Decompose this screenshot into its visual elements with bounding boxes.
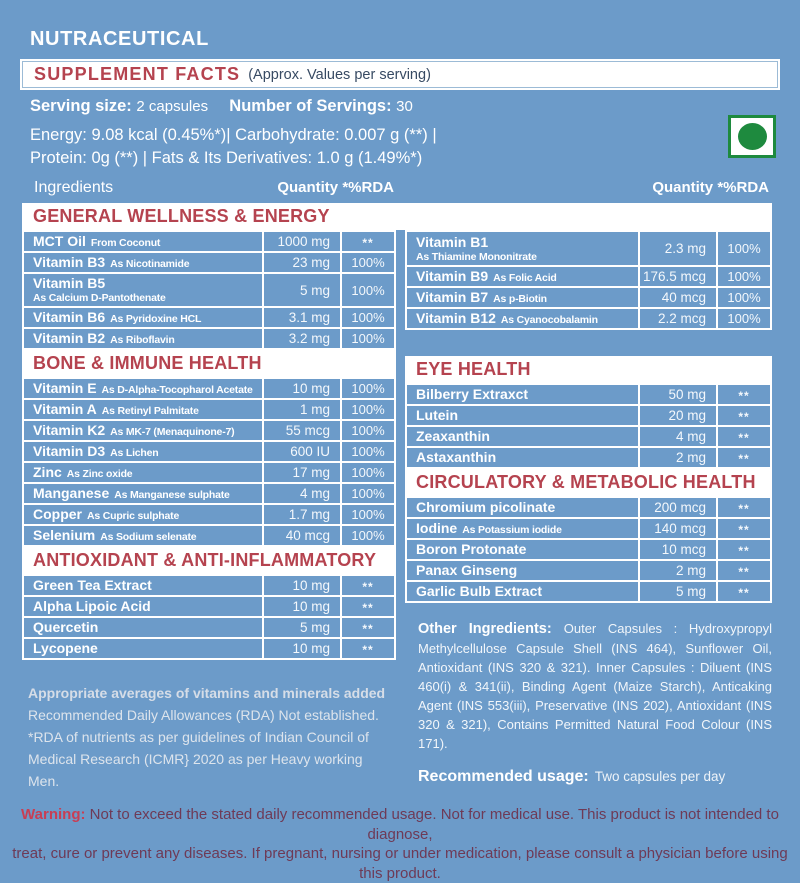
ingredient-name: MCT Oil [33,233,86,249]
ingredient-sub-label: As Manganese sulphate [114,489,230,501]
ingredient-name-cell [407,561,638,580]
ingredient-rda: ** [738,586,750,600]
other-ingredients-label: Other Ingredients: [418,621,564,637]
supplement-label [0,28,800,882]
supplement-facts-title: SUPPLEMENT FACTS [34,64,241,84]
ingredient-sub-label: As Retinyl Palmitate [101,405,199,417]
ingredient-quantity: 10 mg [262,597,342,616]
ingredient-name: Vitamin B7 [416,289,489,305]
vegetarian-dot-icon [738,123,767,150]
ingredient-quantity: 1000 mg [262,232,342,251]
ingredient-name: Zeaxanthin [416,428,490,444]
footnote-line: Appropriate averages of vitamins and minerals added [28,685,386,701]
ingredient-name: Copper [33,506,82,522]
recommended-usage-value: Two capsules per day [594,769,726,784]
ingredient-row [407,404,770,425]
ingredient-name-cell [24,308,262,327]
nutrition-summary [30,124,800,170]
ingredient-row [24,440,394,461]
ingredient-rda: 100% [351,465,385,480]
ingredient-row [24,419,394,440]
ingredient-rda: 100% [351,507,385,522]
ingredient-row [407,498,770,517]
ingredient-name-cell [407,427,638,446]
ingredient-name-cell [24,274,262,306]
ingredient-name: Vitamin B3 [33,254,106,270]
ingredient-row [24,461,394,482]
ingredient-rda: 100% [351,310,385,325]
ingredient-name-cell [407,498,638,517]
ingredient-name-cell [407,309,638,328]
ingredient-name-cell [24,576,262,595]
ingredient-rda: 100% [727,290,761,305]
ingredient-name: Zinc [33,464,62,480]
ingredient-name-cell [24,253,262,272]
nutrition-line-2: Protein: 0g (**) | Fats & Its Derivatives: 1.0 g (1.49%*) [30,149,423,167]
ingredient-row [407,307,770,328]
ingredient-sub-label: As D-Alpha-Tocopharol Acetate [101,384,253,396]
ingredient-rda: ** [362,622,374,636]
ingredient-rda: ** [362,236,374,250]
ingredient-sub-label: As Lichen [110,447,159,459]
ingredient-row [24,232,394,251]
ingredient-row [407,286,770,307]
ingredient-quantity: 200 mcg [638,498,718,517]
ingredient-name-cell [24,421,262,440]
section-header-label: CIRCULATORY & METABOLIC HEALTH [416,472,756,492]
ingredient-quantity: 2 mg [638,561,718,580]
ingredient-quantity: 17 mg [262,463,342,482]
section-header-label: GENERAL WELLNESS & ENERGY [33,206,330,226]
ingredient-quantity: 10 mcg [638,540,718,559]
ingredient-rda: 100% [351,528,385,543]
nutrition-line-1: Energy: 9.08 kcal (0.45%*)| Carbohydrate: 0.007 g (**) | [30,126,437,144]
ingredient-name: Panax Ginseng [416,562,518,578]
section-header-general-wellness [22,203,772,230]
ingredient-rda: 100% [351,282,385,298]
ingredient-name-cell [24,505,262,524]
ingredient-sub-label: As Sodium selenate [100,531,197,543]
ingredient-sub-label: As Nicotinamide [110,258,190,270]
supplement-facts-bar [22,61,778,88]
ingredient-rda: ** [738,565,750,579]
ingredient-rda: 100% [351,402,385,417]
ingredient-name: Vitamin D3 [33,443,106,459]
ingredient-quantity: 2.3 mg [638,232,718,265]
ingredient-row [24,595,394,616]
ingredient-rda: ** [738,452,750,466]
ingredient-quantity: 4 mg [262,484,342,503]
ingredient-row [24,616,394,637]
ingredient-row [24,379,394,398]
ingredient-row [407,580,770,601]
approx-values-note: (Approx. Values per serving) [248,66,431,83]
warning-line-2: treat, cure or prevent any diseases. If pregnant, nursing or under medication, please consult a physician before using this product. [12,845,788,882]
warning-label: Warning: [21,806,86,823]
quantity-rda-header-right: Quantity *%RDA [652,179,769,196]
ingredient-name-cell [407,288,638,307]
ingredient-sub-label: As Calcium D-Pantothenate [33,292,166,304]
ingredients-table [22,377,396,547]
ingredient-quantity: 55 mcg [262,421,342,440]
ingredient-name-cell [24,484,262,503]
ingredient-quantity: 140 mcg [638,519,718,538]
ingredient-row [407,385,770,404]
ingredient-row [24,524,394,545]
ingredient-quantity: 600 IU [262,442,342,461]
section-header-label: ANTIOXIDANT & ANTI-INFLAMMATORY [33,550,377,570]
ingredient-rda: 100% [351,331,385,346]
ingredient-name: Garlic Bulb Extract [416,583,543,599]
warning-text [8,805,792,883]
ingredient-rda: ** [738,410,750,424]
ingredient-name: Alpha Lipoic Acid [33,598,151,614]
ingredient-row [24,637,394,658]
ingredient-row [24,576,394,595]
ingredient-name: Vitamin B9 [416,268,489,284]
ingredient-row [407,265,770,286]
ingredients-table [405,496,772,603]
ingredient-sub-label: As Folic Acid [493,272,557,284]
ingredient-rda: ** [738,502,750,516]
ingredient-rda: 100% [351,255,385,270]
ingredient-name-cell [407,540,638,559]
ingredient-name: Lycopene [33,640,98,656]
left-column [22,230,396,792]
ingredient-name: Vitamin B2 [33,330,106,346]
ingredient-sub-label: As Zinc oxide [66,468,133,480]
ingredient-name-cell [24,329,262,348]
ingredient-name-cell [407,385,638,404]
ingredient-name: Vitamin K2 [33,422,106,438]
ingredient-name: Selenium [33,527,96,543]
ingredient-quantity: 2.2 mcg [638,309,718,328]
spacer [405,330,772,356]
section-header [22,350,396,377]
ingredient-name-cell [24,442,262,461]
ingredient-rda: 100% [727,311,761,326]
ingredient-quantity: 4 mg [638,427,718,446]
warning-line-1: Not to exceed the stated daily recommended usage. Not for medical use. This product is not intended to diagnose, [89,806,779,843]
ingredient-rda: 100% [727,241,761,256]
ingredients-table [22,230,396,350]
servings-count-value: 30 [396,98,413,115]
ingredient-name-cell [407,267,638,286]
ingredient-name: Chromium picolinate [416,499,556,515]
section-header-label: BONE & IMMUNE HEALTH [33,353,262,373]
ingredients-table [405,383,772,469]
ingredient-row [407,538,770,559]
ingredient-quantity: 176.5 mcg [638,267,718,286]
section-header [22,547,396,574]
other-ingredients: Other Ingredients: Outer Capsules : Hydroxypropyl Methylcellulose Capsule Shell (INS 464), Sunflower Oil, Antioxidant (INS 320 & 321). Inner Capsules : Diluent (INS 460(i) & 341(ii), Binding Agent (Maize Starch), Anticaking Agent (INS 553(iii), Preservative (INS 202), Antioxidant (INS 320 & 321), Contains Permitted Natural Food Colour (INS 171). [418,621,772,751]
ingredient-row [407,517,770,538]
section-header [405,469,772,496]
ingredient-name: Green Tea Extract [33,577,152,593]
ingredient-name-cell [407,582,638,601]
ingredients-columns [22,230,772,792]
ingredient-row [24,306,394,327]
ingredient-name: Vitamin A [33,401,97,417]
ingredient-row [24,327,394,348]
ingredients-table [22,574,396,660]
footnote-line: Recommended Daily Allowances (RDA) Not established. [28,707,379,723]
ingredient-quantity: 2 mg [638,448,718,467]
ingredient-rda: ** [738,523,750,537]
ingredient-quantity: 1.7 mg [262,505,342,524]
ingredient-sub-label: As Cupric sulphate [87,510,180,522]
ingredient-row [24,482,394,503]
ingredient-name-cell [24,463,262,482]
rda-footnotes [22,682,396,792]
ingredient-quantity: 40 mcg [262,526,342,545]
ingredient-sub-label: As p-Biotin [493,293,547,305]
recommended-usage-label: Recommended usage: [418,768,589,785]
page-title: NUTRACEUTICAL [30,28,209,50]
footnote-line: *RDA of nutrients as per guidelines of Indian Council of [28,729,369,745]
footnote-line: Medical Research (ICMR} 2020 as per Heavy working Men. [28,751,363,789]
right-column [405,230,772,786]
ingredient-row [24,272,394,306]
servings-count-label: Number of Servings: [229,97,392,115]
ingredient-rda: 100% [351,423,385,438]
ingredient-name: Manganese [33,485,110,501]
ingredient-name: Bilberry Extraxct [416,386,529,402]
ingredient-name-cell [407,406,638,425]
ingredients-header: Ingredients [34,179,114,196]
recommended-usage [405,768,772,786]
ingredient-rda: ** [362,601,374,615]
ingredient-name: Vitamin B12 [416,310,496,326]
ingredient-rda: ** [362,643,374,657]
ingredient-quantity: 50 mg [638,385,718,404]
ingredients-table [405,230,772,330]
ingredient-quantity: 3.1 mg [262,308,342,327]
ingredient-row [407,425,770,446]
ingredient-name-cell [24,597,262,616]
ingredient-name-cell [24,400,262,419]
section-header-label: EYE HEALTH [416,359,531,379]
ingredient-quantity: 20 mg [638,406,718,425]
section-header [405,356,772,383]
ingredient-row [24,398,394,419]
ingredient-name-cell [407,232,638,265]
ingredient-quantity: 10 mg [262,379,342,398]
ingredient-name: Vitamin B6 [33,309,106,325]
ingredient-quantity: 10 mg [262,576,342,595]
table-column-headers [0,179,800,198]
ingredient-quantity: 5 mg [262,618,342,637]
ingredient-rda: ** [738,431,750,445]
ingredient-quantity: 5 mg [638,582,718,601]
ingredient-sub-label: As Cyanocobalamin [500,314,598,326]
ingredient-name: Lutein [416,407,458,423]
ingredient-name-cell [407,448,638,467]
ingredient-row [407,446,770,467]
ingredient-sub-label: As Thiamine Mononitrate [416,250,537,263]
ingredient-quantity: 10 mg [262,639,342,658]
ingredient-row [24,503,394,524]
ingredient-name: Vitamin E [33,380,97,396]
ingredient-sub-label: From Coconut [90,237,161,249]
ingredient-name-cell [24,639,262,658]
ingredient-name: Boron Protonate [416,541,527,557]
ingredient-row [407,559,770,580]
ingredient-name-cell [24,526,262,545]
quantity-rda-header-left: Quantity *%RDA [277,179,394,196]
ingredient-name: Vitamin B1 [416,233,489,250]
ingredient-name: Vitamin B5 [33,275,106,291]
serving-size-value: 2 capsules [136,98,209,115]
ingredient-sub-label: As Pyridoxine HCL [110,313,202,325]
ingredient-rda: 100% [351,486,385,501]
ingredient-sub-label: As MK-7 (Menaquinone-7) [110,426,235,438]
ingredient-rda: ** [738,544,750,558]
ingredient-sub-label: As Riboflavin [110,334,175,346]
ingredient-name-cell [24,618,262,637]
ingredient-row [407,232,770,265]
serving-size-label: Serving size: [30,97,132,115]
ingredient-quantity: 40 mcg [638,288,718,307]
ingredient-quantity: 5 mg [262,274,342,306]
ingredient-rda: 100% [351,444,385,459]
ingredient-name: Astaxanthin [416,449,497,465]
ingredient-quantity: 3.2 mg [262,329,342,348]
ingredient-rda: ** [738,389,750,403]
ingredient-rda: ** [362,580,374,594]
ingredient-name: Iodine [416,520,458,536]
ingredient-name-cell [24,379,262,398]
ingredient-name-cell [407,519,638,538]
ingredient-quantity: 1 mg [262,400,342,419]
serving-info [30,97,800,116]
vegetarian-mark [728,115,776,158]
ingredient-name-cell [24,232,262,251]
ingredient-row [24,251,394,272]
ingredient-name: Quercetin [33,619,99,635]
ingredient-quantity: 23 mg [262,253,342,272]
ingredient-sub-label: As Potassium iodide [462,524,562,536]
ingredient-rda: 100% [727,269,761,284]
ingredient-rda: 100% [351,381,385,396]
